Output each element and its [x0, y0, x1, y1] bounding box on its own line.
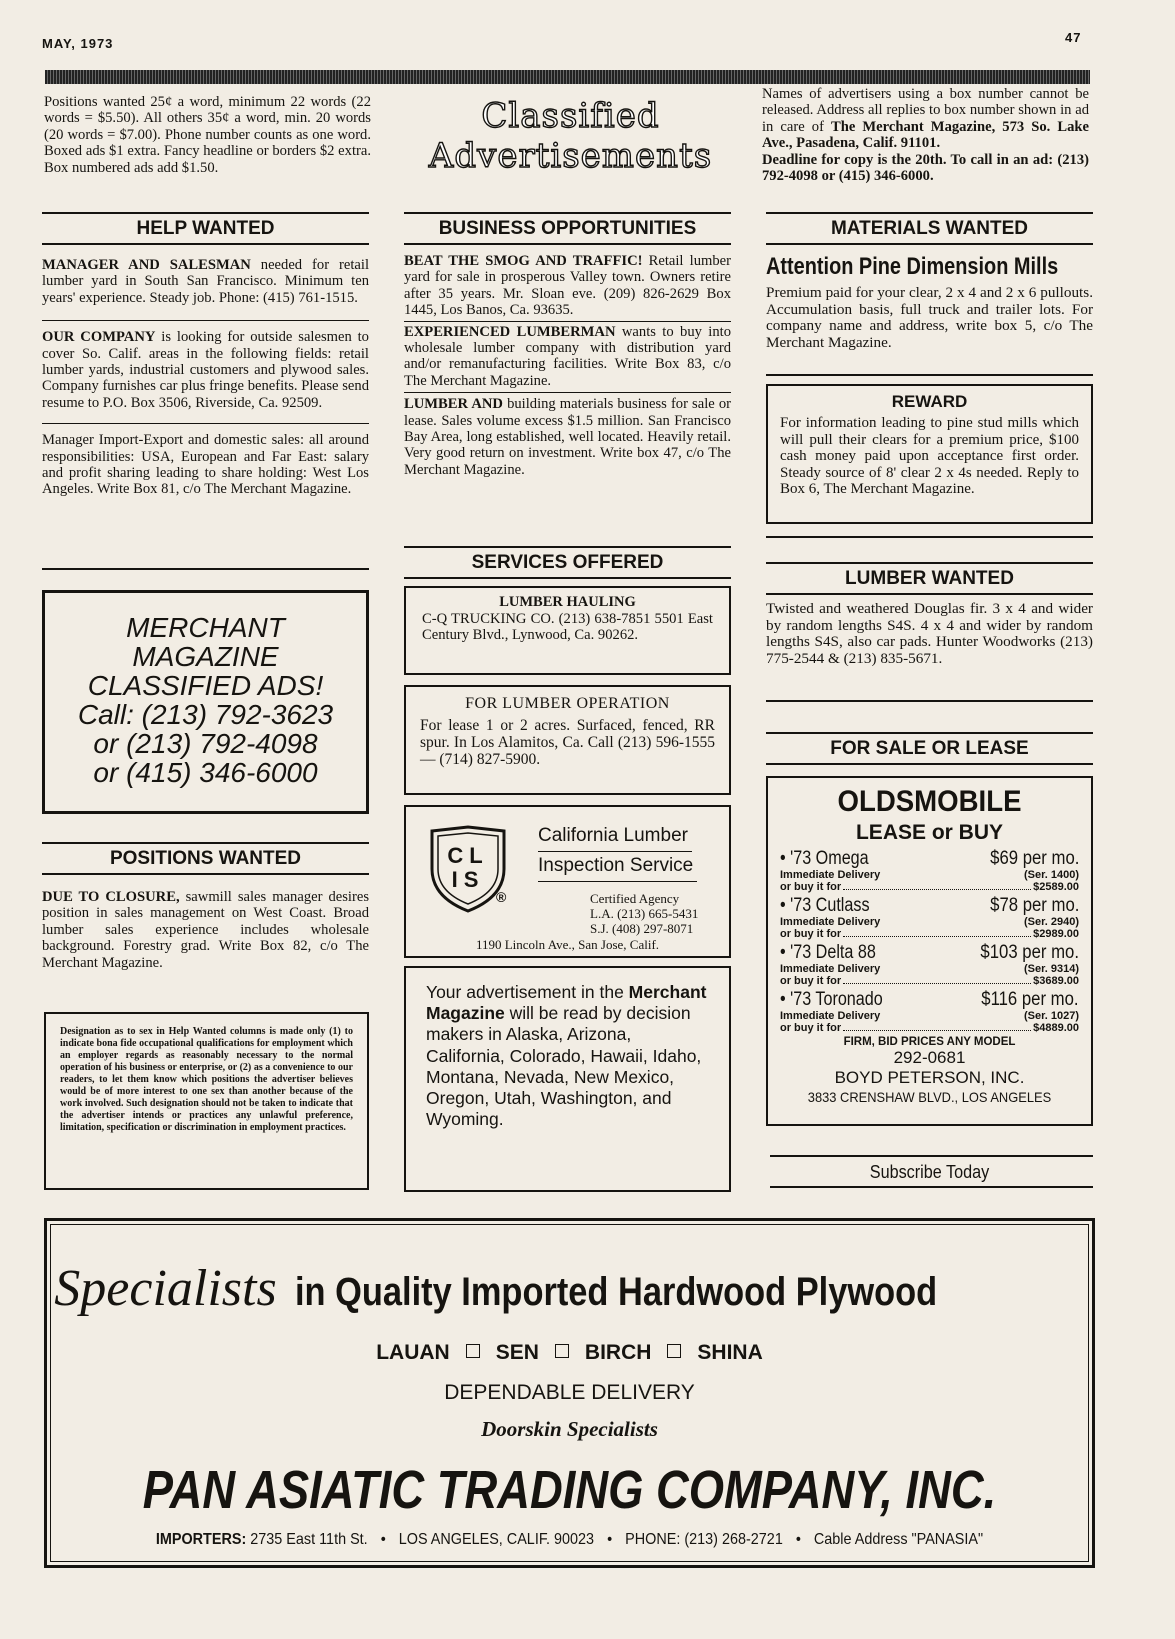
rates-text: Positions wanted 25¢ a word, minimum 22 words (22 words = $5.50). All others 35¢ a word, min. 20 words (20 words = $7.00). Phone number counts as one word. Boxed ads $1 extra. Fancy headline or borders $2 extra. Box numbered ads add $1.50. — [44, 94, 371, 176]
lumber-wanted-text: Twisted and weathered Douglas fir. 3 x 4 and wider by random lengths S4S. 4 x 4 and wider by random lengths S4S, also car pads. Hunter Woodworks (213) 775-2544 & (213) 835-5671. — [766, 600, 1093, 667]
pan-doorskin: Doorskin Specialists — [481, 1417, 658, 1441]
olds-car-buy-price: $4889.00 — [1033, 1022, 1079, 1034]
issue-date: MAY, 1973 — [42, 36, 114, 51]
materials-wanted-heading: MATERIALS WANTED — [766, 212, 1093, 245]
notice-text: Names of advertisers using a box number cannot be released. Address all replies to box number shown in ad in care of — [762, 86, 1089, 135]
olds-car-buy-price: $2589.00 — [1033, 881, 1079, 893]
olds-car-buy-label: or buy it for — [780, 975, 842, 987]
olds-car-serial: (Ser. 2940) — [1023, 916, 1079, 928]
olds-car-delivery: Immediate Delivery — [780, 916, 881, 928]
hauling-text: C-Q TRUCKING CO. (213) 638-7851 5501 East Century Blvd., Lynwood, Ca. 90262. — [422, 611, 713, 644]
box-number-notice — [762, 86, 1089, 184]
divider — [766, 374, 1093, 376]
clis-contact — [590, 891, 698, 936]
footer-phone: (213) 268-2721 — [684, 1531, 783, 1548]
olds-car-price: $103 per mo. — [980, 942, 1079, 963]
positions-wanted-section — [42, 842, 369, 971]
for-sale-section — [766, 732, 1093, 765]
olds-car-serial: (Ser. 9314) — [1023, 963, 1079, 975]
merchant-magazine-name: Merchant Magazine — [426, 982, 707, 1024]
olds-car-buy-price: $2989.00 — [1033, 928, 1079, 940]
svg-text:IS: IS — [451, 867, 485, 892]
help-wanted-heading: HELP WANTED — [42, 212, 369, 245]
clis-agency: Certified Agency — [590, 891, 680, 906]
footer-address: 2735 East 11th St. — [250, 1531, 368, 1548]
business-ad-3 — [404, 396, 731, 478]
positions-wanted-heading: POSITIONS WANTED — [42, 842, 369, 875]
ad-text: Retail lumber yard for sale in prosperous Valley town. Owners retire after 35 years. Mr. Sloan eve. (209) 826-2629 Box 1445, Los Banos, Ca. 93635. — [404, 253, 731, 319]
olds-car-price: $78 per mo. — [989, 895, 1079, 916]
ad-text: sawmill sales manager desires position in sales management on West Coast. Broad lumber sales experience includes wholesale background. Forestry grad. Write Box 82, c/o The Merchant Magazine. — [42, 889, 370, 971]
oldsmobile-ad — [766, 776, 1093, 1126]
title-line-1: Classified — [481, 96, 660, 136]
olds-address: 3833 CRENSHAW BLVD., LOS ANGELES — [807, 1089, 1052, 1105]
ad-lead: DUE TO CLOSURE, — [42, 889, 180, 905]
olds-car-model: • '73 Toronado — [780, 989, 883, 1010]
materials-wanted-section — [766, 212, 1093, 351]
olds-firm: FIRM, BID PRICES ANY MODEL — [843, 1036, 1016, 1048]
divider — [404, 321, 731, 322]
clis-sj-phone: S.J. (408) 297-8071 — [590, 921, 694, 936]
materials-ad-text: Premium paid for your clear, 2 x 4 and 2 x 6 pullouts. Accumulation basis, full truck and trailer lots. For company name and address, write box 5, c/o The Merchant Magazine. — [766, 284, 1093, 351]
top-decorative-bar — [45, 70, 1090, 84]
footer-phone-label: PHONE: — [625, 1531, 681, 1548]
olds-brand: OLDSMOBILE — [837, 785, 1022, 818]
divider — [42, 568, 369, 570]
pan-footer: IMPORTERS: 2735 East 11th St. • LOS ANGELES, CALIF. 90023 • PHONE: (213) 268-2721 • Cable Address "PANASIA" — [155, 1531, 984, 1548]
checkbox-square-icon — [667, 1344, 681, 1358]
help-wanted-ad-2 — [42, 329, 369, 411]
wood-item: SHINA — [697, 1341, 763, 1364]
help-wanted-ad-1 — [42, 257, 369, 306]
olds-phone: 292-0681 — [893, 1048, 966, 1067]
ad-lead: MANAGER AND SALESMAN — [42, 257, 251, 273]
olds-car-price: $116 per mo. — [981, 989, 1079, 1010]
olds-car-delivery: Immediate Delivery — [780, 869, 881, 881]
olds-car-price: $69 per mo. — [989, 848, 1079, 869]
olds-car-row — [780, 896, 1079, 940]
merchant-ad-line: CLASSIFIED ADS! — [87, 670, 324, 701]
clis-ad — [404, 805, 731, 958]
wood-item: SEN — [495, 1341, 539, 1364]
advertise-promo-text: Your advertisement in the Merchant Magazine will be read by decision makers in Alaska, Arizona, California, Colorado, Hawaii, Idaho, Montana, Nevada, New Mexico, Oregon, Utah, Washington, and Wyoming. — [426, 982, 707, 1130]
pan-headline — [47, 1259, 1092, 1318]
olds-car-buy-price: $3689.00 — [1033, 975, 1079, 987]
ad-text: wants to buy into wholesale lumber company with distribution yard and/or remanufacturing facilities. Write Box 83, c/o The Merchant Magazine. — [404, 323, 732, 389]
olds-car-buy-label: or buy it for — [780, 928, 842, 940]
classified-title — [398, 96, 743, 176]
notice-address: The Merchant Magazine, 573 So. Lake Ave., Pasadena, Calif. 91101. — [762, 118, 1089, 152]
ad-lead: BEAT THE SMOG AND TRAFFIC! — [404, 253, 643, 269]
divider — [42, 320, 369, 321]
services-offered-section — [404, 546, 731, 579]
business-opportunities-section — [404, 212, 731, 478]
merchant-ad-line: MAGAZINE — [132, 641, 279, 672]
merchant-classified-ad — [42, 590, 369, 814]
ad-text: is looking for outside salesmen to cover So. Calif. areas in the following fields: retail lumber yards, industrial customers and plywood sales. Company furnishes car plus fringe benefits. Please send resume to P.O. Box 3506, Riverside, Ca. 92509. — [42, 329, 369, 411]
olds-car-delivery: Immediate Delivery — [780, 1010, 881, 1022]
pan-head-rest: in Quality Imported Hardwood Plywood — [294, 1270, 937, 1314]
business-opportunities-heading: BUSINESS OPPORTUNITIES — [404, 212, 731, 245]
reward-ad — [766, 384, 1093, 524]
divider — [770, 1155, 1093, 1157]
lumber-wanted-section — [766, 562, 1093, 667]
hauling-title: LUMBER HAULING — [499, 594, 636, 610]
lumber-operation-ad — [404, 685, 731, 795]
divider — [766, 700, 1093, 702]
subscribe-label: Subscribe Today — [869, 1162, 990, 1182]
wood-item: BIRCH — [584, 1341, 652, 1364]
services-offered-heading: SERVICES OFFERED — [404, 546, 731, 579]
divider — [42, 423, 369, 424]
ad-text: building materials business for sale or lease. Sales volume excess $1.5 million. San Francisco Bay Area, long established, well located. Heavily retail. Very good return on investment. Write box 47, c/o The Merchant Magazine. — [404, 396, 731, 478]
olds-car-model: • '73 Omega — [780, 848, 869, 869]
merchant-ad-line: or (213) 792-4098 — [93, 728, 318, 759]
ad-lead: LUMBER AND — [404, 396, 503, 413]
disclaimer-box — [44, 1012, 369, 1190]
olds-car-list — [780, 849, 1079, 1034]
olds-car-delivery: Immediate Delivery — [780, 963, 881, 975]
title-line-2: Advertisements — [428, 136, 713, 176]
ad-text: needed for retail lumber yard in South San Francisco. Minimum ten years' experience. Steady job. Phone: (415) 761-1515. — [42, 257, 370, 306]
pan-asiatic-ad — [44, 1218, 1095, 1568]
checkbox-square-icon — [555, 1344, 569, 1358]
clis-name-line-1: California Lumber — [538, 821, 692, 852]
pan-woods — [47, 1341, 1092, 1365]
pan-delivery: DEPENDABLE DELIVERY — [444, 1381, 695, 1404]
footer-cable: Cable Address "PANASIA" — [813, 1531, 984, 1548]
positions-wanted-ad — [42, 889, 369, 971]
clis-address: 1190 Lincoln Ave., San Jose, Calif. — [475, 937, 660, 952]
help-wanted-section — [42, 212, 369, 498]
svg-text:CL: CL — [447, 843, 489, 868]
divider — [766, 536, 1093, 538]
pan-head-italic: Specialists — [54, 1260, 277, 1317]
olds-car-row — [780, 849, 1079, 893]
page-number: 47 — [1065, 30, 1082, 45]
olds-tagline: LEASE or BUY — [855, 821, 1004, 844]
divider — [404, 392, 731, 393]
wood-item: LAUAN — [376, 1341, 450, 1364]
registered-mark: ® — [496, 889, 507, 905]
business-ad-2 — [404, 324, 731, 390]
disclaimer-text: Designation as to sex in Help Wanted columns is made only (1) to indicate bona fide occupational qualifications for employment which an employer regards as reasonably necessary to the normal operation of his business or enterprise, or (2) as a convenience to our readers, to let them know which positions the advertiser believes would be of more interest to one sex than another because of the work involved. Such designation should not be taken to indicate that the advertiser intends or practices any unlawful preference, limitation, specification or discrimination in employment practices. — [60, 1026, 353, 1133]
notice-deadline: Deadline for copy is the 20th. To call in an ad: (213) 792-4098 or (415) 346-6000. — [762, 151, 1089, 185]
olds-dealer: BOYD PETERSON, INC. — [834, 1068, 1025, 1087]
clis-la-phone: L.A. (213) 665-5431 — [590, 906, 699, 921]
merchant-ad-line: or (415) 346-6000 — [93, 757, 318, 788]
footer-label: IMPORTERS: — [155, 1531, 247, 1548]
lumber-hauling-ad — [404, 586, 731, 675]
divider — [770, 1186, 1093, 1188]
clis-name-line-2: Inspection Service — [538, 851, 697, 882]
materials-ad-title: Attention Pine Dimension Mills — [766, 253, 1059, 280]
operation-title: FOR LUMBER OPERATION — [465, 695, 670, 712]
merchant-ad-line: MERCHANT — [126, 612, 285, 643]
olds-car-serial: (Ser. 1027) — [1023, 1010, 1079, 1022]
reward-title: REWARD — [891, 392, 968, 411]
olds-car-model: • '73 Delta 88 — [780, 942, 876, 963]
olds-car-row — [780, 990, 1079, 1034]
business-ad-1 — [404, 253, 731, 319]
help-wanted-ad-3: Manager Import-Export and domestic sales: all around responsibilities: USA, European and Far East: salary and profit sharing leading to share holding: West Los Angeles. Write Box 81, c/o The Merchant Magazine. — [42, 432, 369, 498]
olds-car-buy-label: or buy it for — [780, 1022, 842, 1034]
olds-car-model: • '73 Cutlass — [780, 895, 870, 916]
for-sale-heading: FOR SALE OR LEASE — [766, 732, 1093, 765]
merchant-ad-line: Call: (213) 792-3623 — [77, 699, 334, 730]
pan-company-name: PAN ASIATIC TRADING COMPANY, INC. — [142, 1460, 997, 1520]
operation-text: For lease 1 or 2 acres. Surfaced, fenced, RR spur. In Los Alamitos, Ca. Call (213) 596-1555 — (714) 827-5900. — [420, 717, 715, 768]
footer-city: LOS ANGELES, CALIF. 90023 — [398, 1531, 595, 1548]
checkbox-square-icon — [466, 1344, 480, 1358]
ad-lead: EXPERIENCED LUMBERMAN — [404, 323, 616, 340]
advertise-promo-box — [404, 966, 731, 1192]
olds-car-serial: (Ser. 1400) — [1023, 869, 1079, 881]
olds-car-row — [780, 943, 1079, 987]
ad-lead: OUR COMPANY — [42, 329, 156, 346]
reward-text: For information leading to pine stud mills which will pull their clears for a premium price, $100 cash money paid upon acceptance first order. Steady source of 8' clear 2 x 4s needed. Reply to Box 6, The Merchant Magazine. — [780, 415, 1079, 498]
lumber-wanted-heading: LUMBER WANTED — [766, 562, 1093, 595]
olds-car-buy-label: or buy it for — [780, 881, 842, 893]
